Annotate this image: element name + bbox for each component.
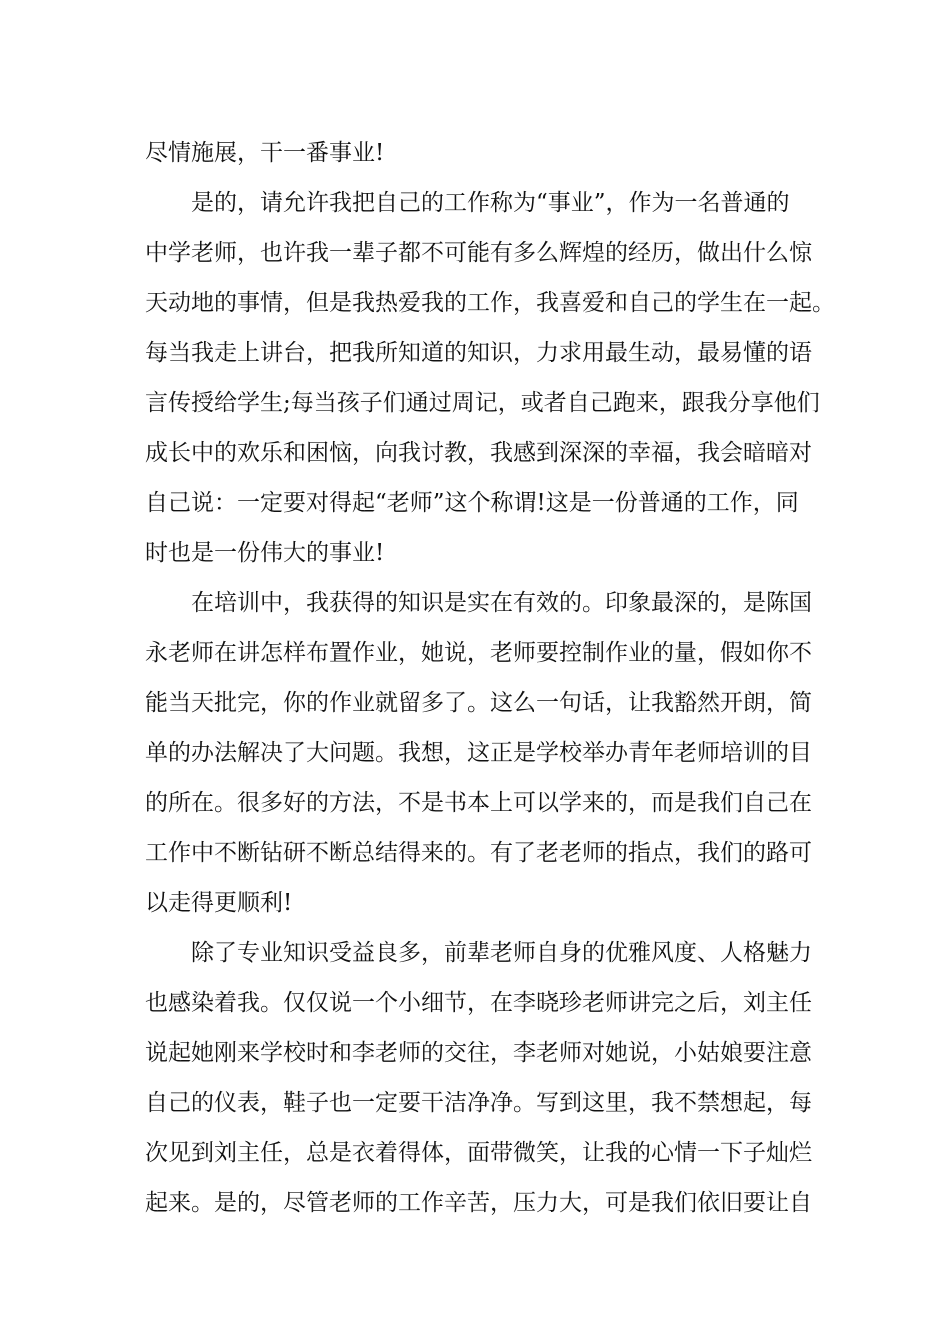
text-line: 次见到刘主任，总是衣着得体，面带微笑，让我的心情一下子灿烂 [145,1140,812,1166]
paragraph-start-line: 在培训中，我获得的知识是实在有效的。印象最深的，是陈国 [191,590,812,616]
text-line: 成长中的欢乐和困恼，向我讨教，我感到深深的幸福，我会暗暗对 [145,440,812,466]
text-line: 天动地的事情，但是我热爱我的工作，我喜爱和自己的学生在一起。 [145,290,835,316]
text-line: 单的办法解决了大问题。我想，这正是学校举办青年老师培训的目 [145,740,812,766]
text-line: 每当我走上讲台，把我所知道的知识，力求用最生动，最易懂的语 [145,340,812,366]
text-line: 自己的仪表，鞋子也一定要干洁净净。写到这里，我不禁想起，每 [145,1090,812,1116]
text-line: 起来。是的，尽管老师的工作辛苦，压力大，可是我们依旧要让自 [145,1190,812,1216]
text-line: 的所在。很多好的方法，不是书本上可以学来的，而是我们自己在 [145,790,812,816]
document-body [145,128,845,1228]
text-line: 以走得更顺利! [145,890,293,916]
text-line: 能当天批完，你的作业就留多了。这么一句话，让我豁然开朗，简 [145,690,812,716]
text-line: 言传授给学生;每当孩子们通过周记，或者自己跑来，跟我分享他们 [145,390,820,416]
text-line: 尽情施展，干一番事业! [145,140,385,166]
text-line: 说起她刚来学校时和李老师的交往，李老师对她说，小姑娘要注意 [145,1040,812,1066]
text-line: 时也是一份伟大的事业! [145,540,385,566]
text-line: 工作中不断钻研不断总结得来的。有了老老师的指点，我们的路可 [145,840,812,866]
text-line: 也感染着我。仅仅说一个小细节，在李晓珍老师讲完之后，刘主任 [145,990,812,1016]
text-line: 中学老师，也许我一辈子都不可能有多么辉煌的经历，做出什么惊 [145,240,812,266]
text-line: 自己说：一定要对得起“老师”这个称谓!这是一份普通的工作，同 [145,490,799,516]
paragraph-start-line: 除了专业知识受益良多，前辈老师自身的优雅风度、人格魅力 [191,940,812,966]
text-line: 永老师在讲怎样布置作业，她说，老师要控制作业的量，假如你不 [145,640,812,666]
paragraph-start-line: 是的，请允许我把自己的工作称为“事业”，作为一名普通的 [191,190,790,216]
